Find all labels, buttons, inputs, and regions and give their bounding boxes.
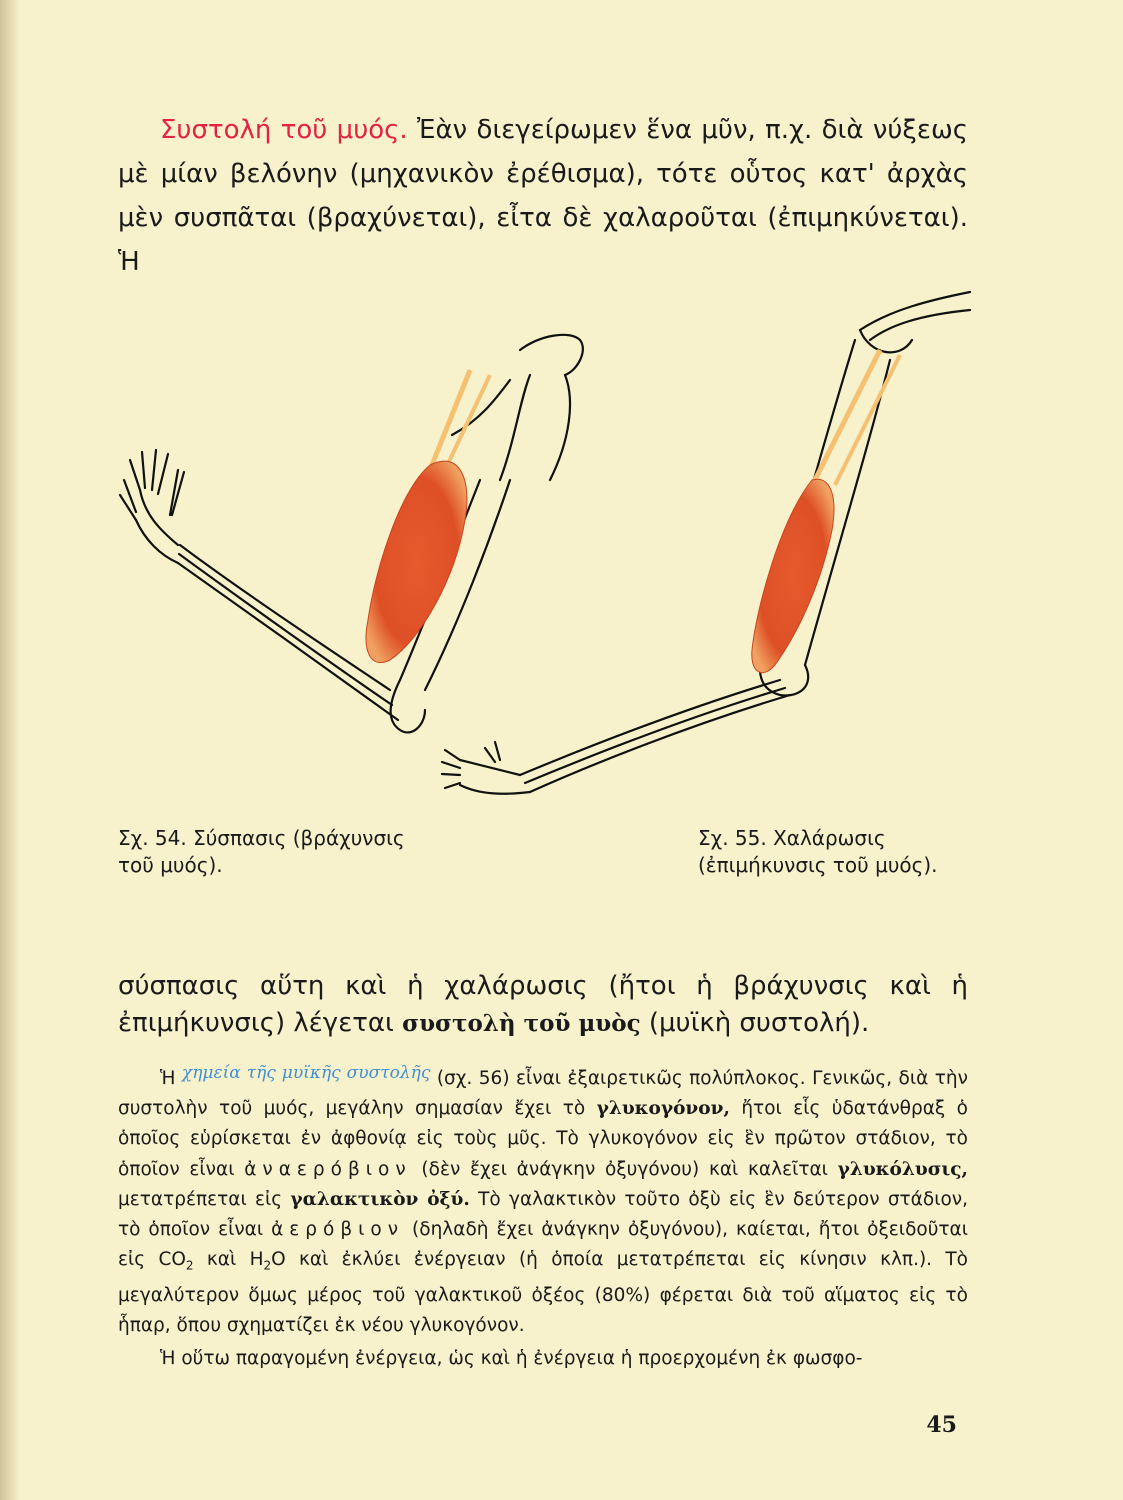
section-heading: Συστολή τοῦ μυός. [160, 115, 408, 145]
chemistry-text-5: Τὸ γαλακτικὸν τοῦτο ὀξὺ εἰς ἓν δεύτερον στάδιον, τὸ ὁποῖον εἶναι [118, 1188, 968, 1241]
figure-55-caption: Σχ. 55. Χαλάρωσις (ἐπιμήκυνσις τοῦ μυός). [698, 826, 938, 877]
co2-subscript: 2 [185, 1258, 194, 1273]
intro-text: Ἐὰν διεγείρωμεν ἕνα μῦν, π.χ. διὰ νύξεως μὲ μίαν βελόνην (μηχανικὸν ἐρέθισμα), τότε οὗτος κατ' ἀρχὰς μὲν συσπᾶται (βραχύνεται), εἶτα δὲ χαλαροῦται (ἐπιμηκύνεται). Ἡ [118, 115, 968, 277]
relaxed-arm [442, 292, 970, 794]
co2-symbol: CO [158, 1249, 186, 1271]
formula-h2o [249, 1249, 286, 1273]
contracted-arm [120, 335, 583, 733]
chemistry-text-7: καὶ ἐκλύει ἐνέργειαν (ἡ ὁποία μετατρέπεται εἰς κίνησιν κλπ.). Τὸ μεγαλύτερον ὅμως μέρος τοῦ γαλακτικοῦ ὀξέος (80%) φέρεται διὰ τοῦ αἵματος εἰς τὸ ἧπαρ, ὅπου σχηματίζει ἐκ νέου γλυκογόνον. [118, 1249, 968, 1337]
chemistry-text-2: ἤτοι εἷς ὑδατάνθραξ ὁ ὁποῖος εὑρίσκεται ἐν ἀφθονίᾳ εἰς τοὺς μῦς. Τὸ γλυκογόνον εἰς ἓν πρῶτον στάδιον, τὸ ὁποῖον εἶναι [118, 1098, 968, 1180]
h2o-h: H [249, 1249, 264, 1271]
formula-co2 [158, 1249, 194, 1273]
definition-text-before: σύσπασις αὕτη καὶ ἡ χαλάρωσις (ἤτοι ἡ βράχυνσις καὶ ἡ ἐπιμήκυνσις) λέγεται [118, 971, 968, 1038]
arm-illustration [100, 280, 1000, 820]
page-number: 45 [926, 1412, 957, 1438]
binding-edge [0, 0, 20, 1500]
energy-paragraph: Ἡ οὕτω παραγομένη ἐνέργεια, ὡς καὶ ἡ ἐνέργεια ἡ προερχομένη ἐκ φωσφο- [160, 1347, 863, 1369]
definition-text-after: (μυϊκὴ συστολή). [640, 1008, 870, 1038]
relaxed-muscle [752, 479, 834, 672]
intro-paragraph [118, 108, 968, 284]
h2o-o: O [271, 1249, 286, 1271]
figure-54-caption: Σχ. 54. Σύσπασις (βράχυνσις τοῦ μυός). [118, 826, 405, 877]
arm-figures [100, 280, 1000, 820]
chemistry-prefix: Ἡ [160, 1068, 182, 1089]
definition-term: συστολὴ τοῦ μυὸς [402, 1010, 641, 1037]
chemistry-text-1: (σχ. 56) εἶναι ἐξαιρετικῶς πολύπλοκος. Γενικῶς, διὰ τὴν συστολὴν τοῦ μυός, μεγάλην σημασίαν ἔχει τὸ [118, 1068, 968, 1120]
definition-paragraph [118, 968, 968, 1042]
term-aerobic: ἀερόβιον [271, 1219, 405, 1241]
chemistry-text-3: (δὲν ἔχει ἀνάγκην ὀξυγόνου) καὶ καλεῖται [411, 1158, 838, 1180]
term-anaerobic: ἀναερόβιον [244, 1158, 412, 1180]
chemistry-text-4: μετατρέπεται εἰς [118, 1188, 291, 1210]
chemistry-and: καὶ [193, 1249, 250, 1271]
term-glycolysis: γλυκόλυσις, [837, 1158, 968, 1180]
chemistry-heading: χημεία τῆς μυϊκῆς συστολῆς [181, 1063, 431, 1083]
term-lactic-acid: γαλακτικὸν ὀξύ. [290, 1188, 470, 1210]
term-glycogen: γλυκογόνον, [596, 1098, 730, 1120]
chemistry-section [118, 1064, 968, 1374]
h2o-subscript: 2 [263, 1258, 272, 1273]
chemistry-paragraph [118, 1064, 968, 1342]
chemistry-text-6: (δηλαδὴ ἔχει ἀνάγκην ὀξυγόνου), καίεται, ἤτοι ὀξειδοῦται εἰς [118, 1219, 969, 1271]
